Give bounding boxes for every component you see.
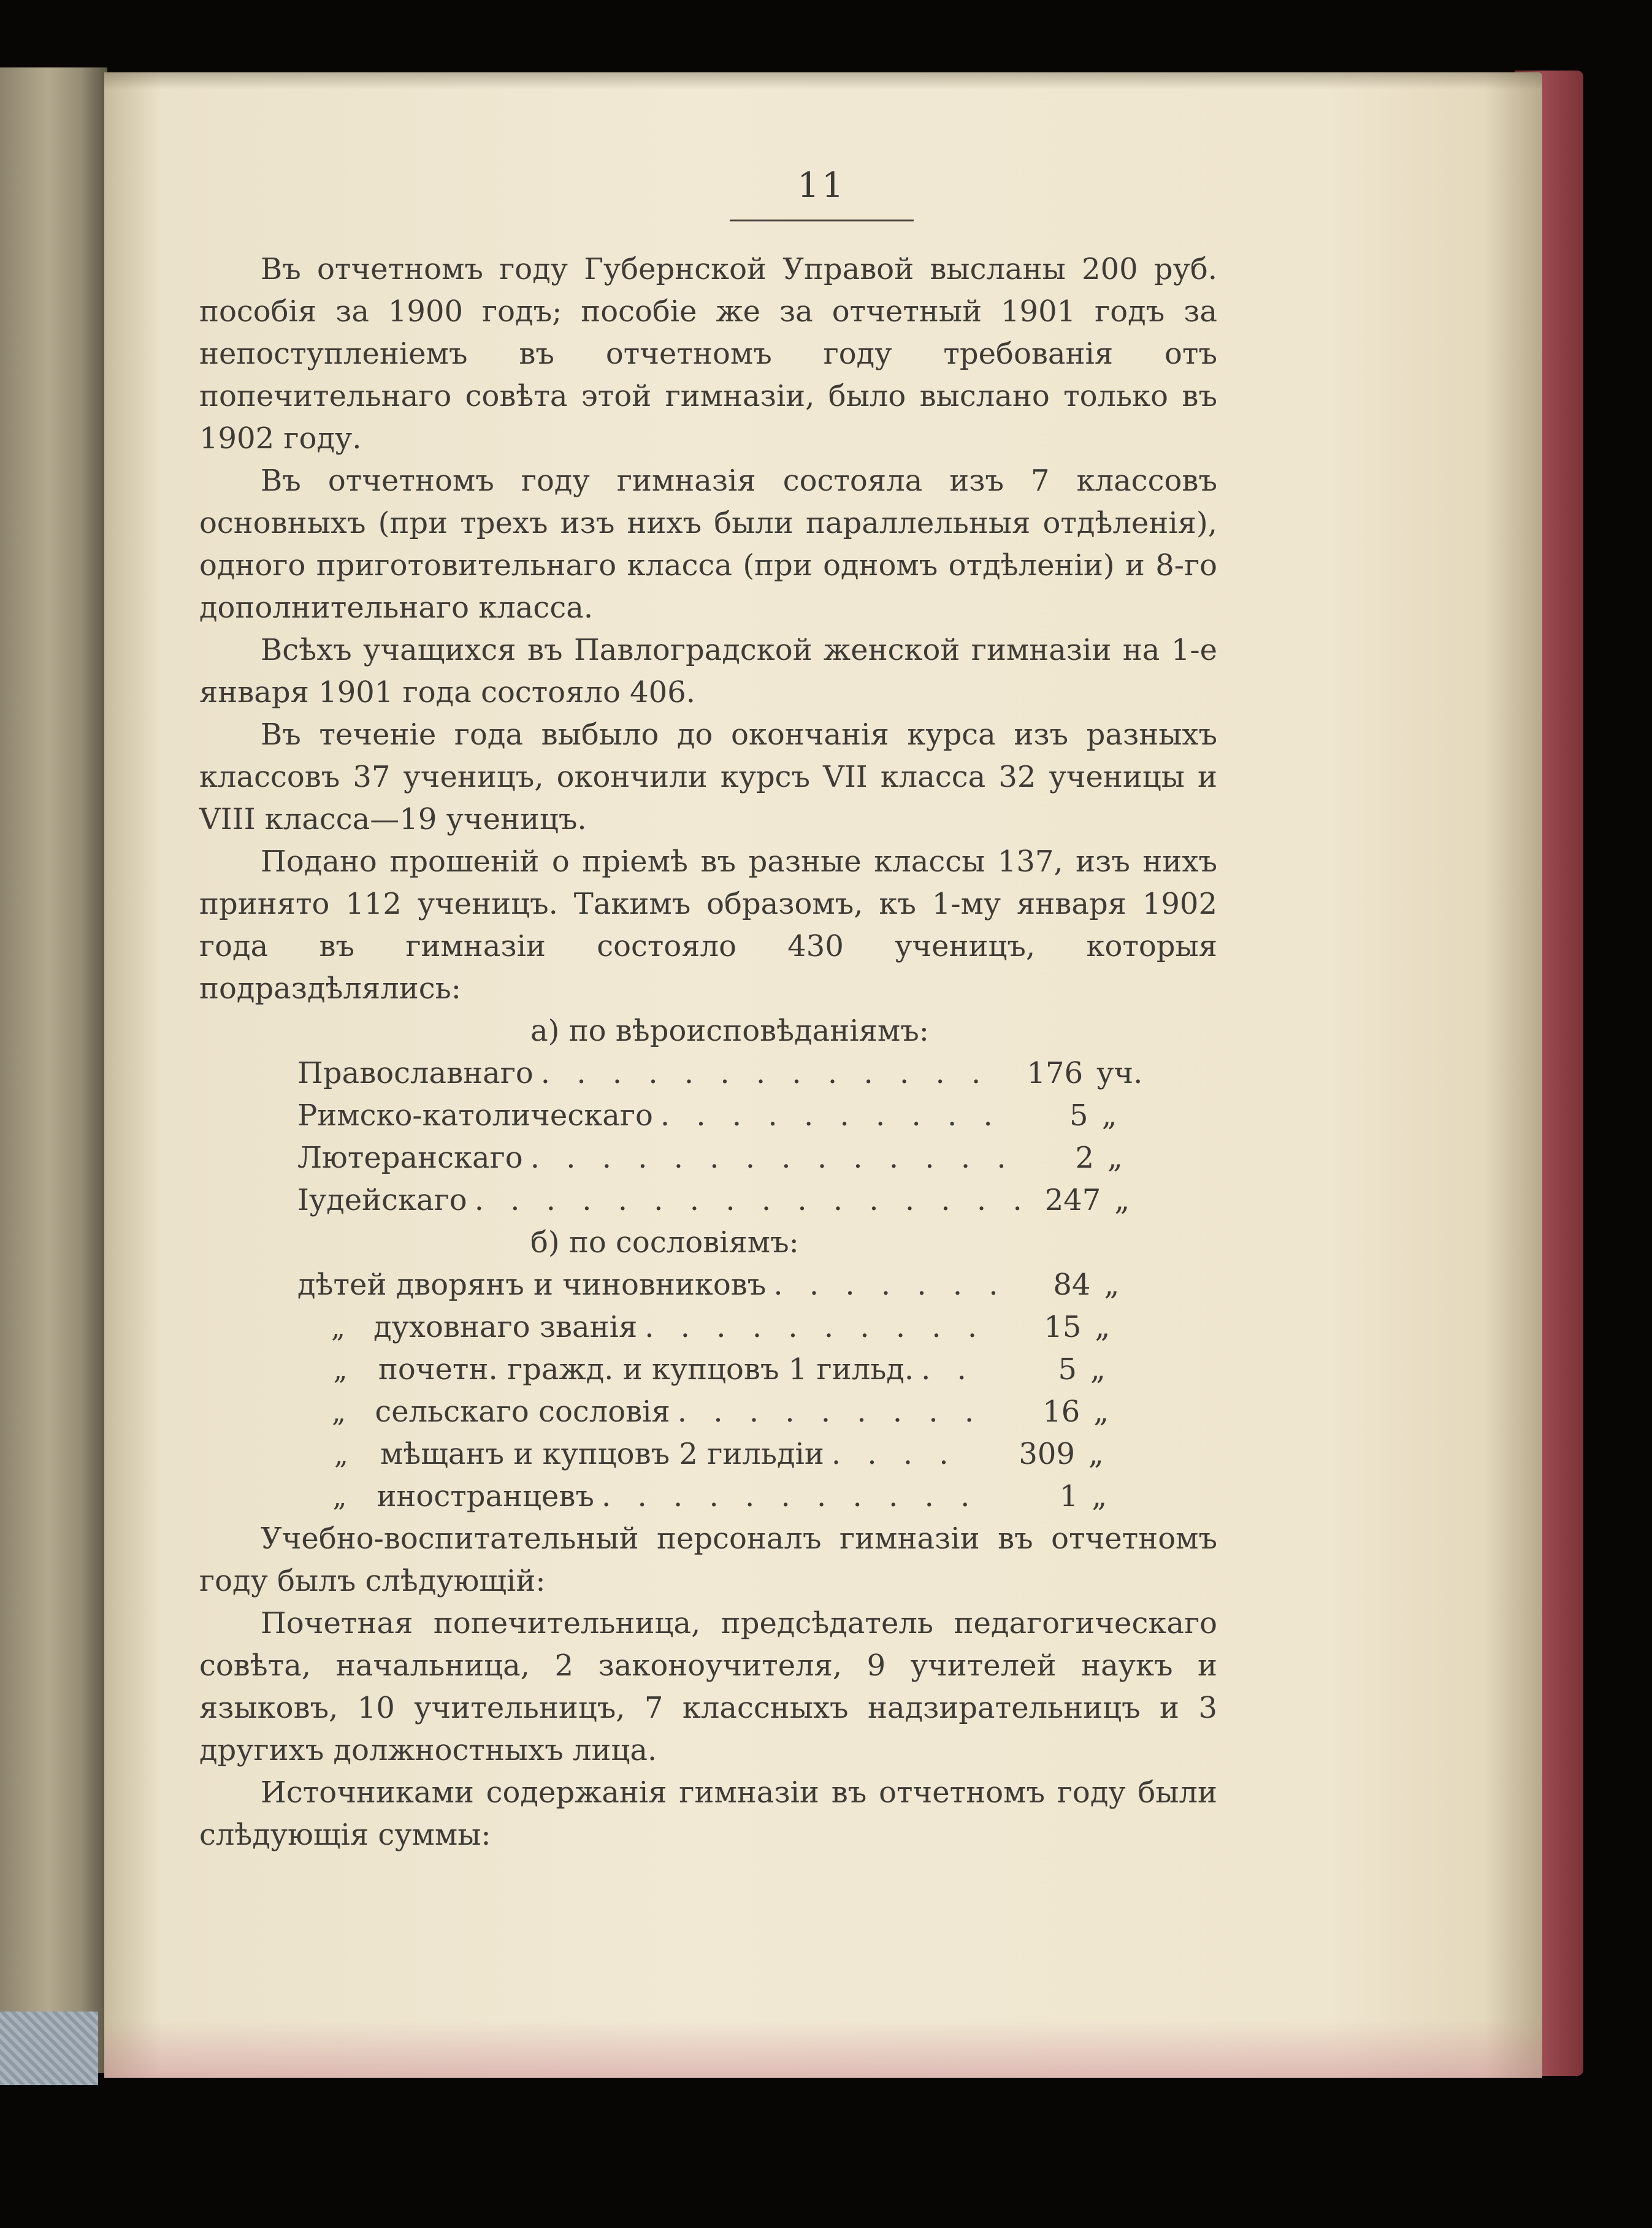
- row-value: 309: [1019, 1437, 1075, 1471]
- row-label: Лютеранскаго: [297, 1141, 523, 1175]
- table-row: [297, 1264, 1168, 1306]
- leader-dots: . . . . . . .: [773, 1268, 1007, 1302]
- table-row: [297, 1476, 1168, 1518]
- row-label: дѣтей дворянъ и чиновниковъ: [297, 1268, 767, 1302]
- row-label: Православнаго: [297, 1056, 533, 1090]
- table-row: [297, 1052, 1168, 1095]
- table-row: [297, 1349, 1168, 1391]
- ditto-mark: „: [333, 1355, 348, 1386]
- page-number: 11: [797, 166, 846, 205]
- table-row: [297, 1137, 1168, 1179]
- leader-dots: . . . . . . . . . . .: [601, 1479, 979, 1514]
- row-label: Іудейскаго: [297, 1183, 467, 1217]
- row-unit: „: [1107, 1141, 1123, 1175]
- row-value: 5: [1058, 1352, 1077, 1387]
- paragraph: Источниками содержанія гимназіи въ отчетномъ году были слѣдующія суммы:: [199, 1775, 1217, 1852]
- table-row: [297, 1179, 1168, 1222]
- class-table: [199, 1264, 1168, 1518]
- row-value: 16: [1042, 1395, 1080, 1429]
- leader-dots: . . . . . . . . . . . . . . . .: [474, 1183, 1031, 1217]
- row-value: 2: [1075, 1141, 1095, 1175]
- leader-dots: . . . . . . . . . .: [660, 1098, 1001, 1133]
- table-row: [297, 1306, 1168, 1349]
- row-unit: „: [1104, 1268, 1120, 1302]
- row-unit: „: [1090, 1352, 1106, 1387]
- ditto-mark: „: [332, 1397, 346, 1428]
- row-unit: „: [1092, 1479, 1107, 1514]
- row-unit: „: [1093, 1395, 1109, 1429]
- left-page-edge: [0, 67, 107, 2073]
- paragraph: Подано прошеній о пріемѣ въ разные классы 137, изъ нихъ принято 112 ученицъ. Такимъ образомъ, къ 1-му января 1902 года въ гимназіи состояло 430 ученицъ, которыя подраздѣлялись:: [199, 844, 1217, 1006]
- page-bottom-tint: [104, 2019, 1542, 2078]
- row-label: сельскаго сословія: [375, 1395, 670, 1429]
- row-unit: „: [1088, 1437, 1104, 1471]
- class-heading: б) по сословіямъ:: [530, 1225, 799, 1260]
- row-value: 247: [1044, 1183, 1101, 1217]
- row-label: духовнаго званія: [373, 1310, 638, 1344]
- ditto-mark: „: [334, 1439, 348, 1471]
- ditto-mark: „: [332, 1482, 347, 1513]
- table-row: [297, 1095, 1168, 1137]
- body-text: [199, 248, 1217, 1856]
- paragraph: Учебно-воспитательный персоналъ гимназіи въ отчетномъ году былъ слѣдующій:: [199, 1522, 1217, 1598]
- table-row: [297, 1391, 1168, 1433]
- row-unit: уч.: [1096, 1056, 1143, 1090]
- leader-dots: . . . .: [831, 1437, 957, 1471]
- paragraph: Въ отчетномъ году Губернской Управой высланы 200 руб. пособія за 1900 годъ; пособіе же за отчетный 1901 годъ за непоступленіемъ въ отчетномъ году требованія отъ попечительнаго совѣта этой гимназіи, было выслано только въ 1902 году.: [199, 252, 1217, 456]
- ditto-mark: „: [331, 1312, 345, 1344]
- religion-table: [199, 1052, 1168, 1222]
- religion-heading: а) по вѣроисповѣданіямъ:: [530, 1014, 929, 1048]
- table-row: [297, 1433, 1168, 1476]
- row-value: 1: [1059, 1479, 1079, 1514]
- paragraph: Въ теченіе года выбыло до окончанія курса изъ разныхъ классовъ 37 ученицъ, окончили курсъ VII класса 32 ученицы и VIII класса—19 ученицъ.: [199, 718, 1217, 836]
- row-unit: „: [1114, 1183, 1130, 1217]
- row-label: мѣщанъ и купцовъ 2 гильдіи: [380, 1437, 824, 1471]
- page-text: [104, 0, 1542, 2005]
- row-value: 15: [1044, 1310, 1082, 1344]
- row-unit: „: [1095, 1310, 1111, 1344]
- row-value: 5: [1069, 1098, 1088, 1133]
- leader-dots: . . . . . . . . .: [677, 1395, 983, 1429]
- leader-dots: . .: [921, 1352, 975, 1387]
- paragraph: Всѣхъ учащихся въ Павлоградской женской гимназіи на 1-е января 1901 года состояло 406.: [199, 633, 1217, 710]
- paragraph: Почетная попечительница, предсѣдатель педагогическаго совѣта, начальница, 2 законоучителя, 9 учителей наукъ и языковъ, 10 учительницъ, 7 классныхъ надзирательницъ и 3 другихъ должностныхъ лица.: [199, 1606, 1217, 1767]
- row-label: иностранцевъ: [377, 1479, 594, 1514]
- row-value: 84: [1053, 1268, 1091, 1302]
- row-label: Римско-католическаго: [297, 1098, 653, 1133]
- row-value: 176: [1027, 1056, 1084, 1090]
- page-number-rule: [730, 220, 914, 221]
- binding-cloth: [0, 2012, 98, 2085]
- paragraph: Въ отчетномъ году гимназія состояла изъ 7 классовъ основныхъ (при трехъ изъ нихъ были параллельныя отдѣленія), одного приготовительнаго класса (при одномъ отдѣленіи) и 8-го дополнительнаго класса.: [199, 464, 1217, 625]
- row-label: почетн. гражд. и купцовъ 1 гильд.: [378, 1352, 914, 1387]
- leader-dots: . . . . . . . . . . . . .: [540, 1056, 990, 1090]
- leader-dots: . . . . . . . . . . . . . .: [530, 1141, 1015, 1175]
- row-unit: „: [1101, 1098, 1117, 1133]
- leader-dots: . . . . . . . . . .: [644, 1310, 986, 1344]
